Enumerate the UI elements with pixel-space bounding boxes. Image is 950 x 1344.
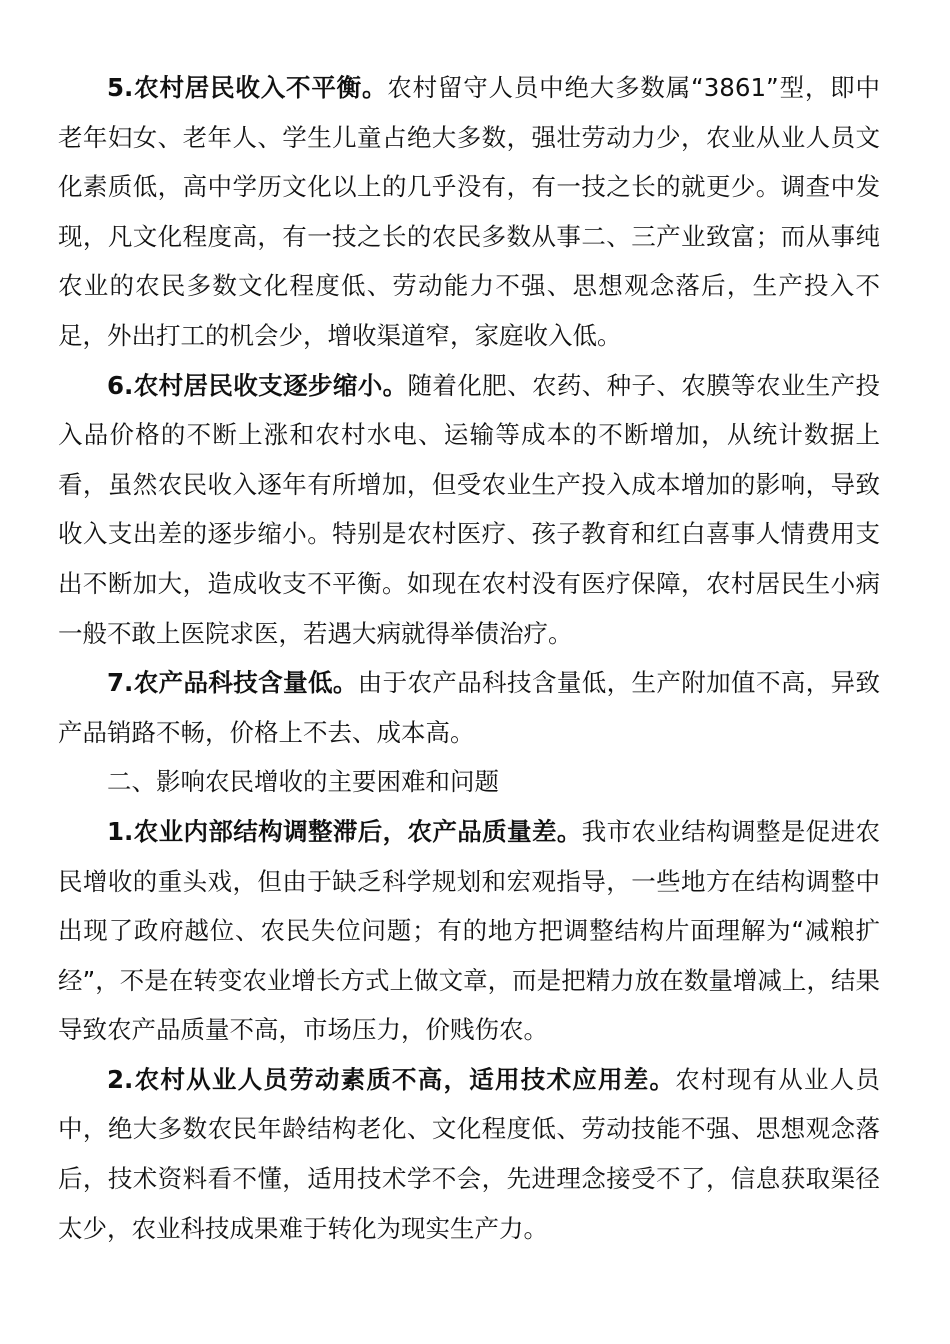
paragraph-body: 随着化肥、农药、种子、农膜等农业生产投入品价格的不断上涨和农村水电、运输等成本的不断增加，从统计数据上看，虽然农民收入逐年有所增加，但受农业生产投入成本增加的影响，导致收入支出差的逐步缩小。特别是农村医疗、孩子教育和红白喜事人情费用支出不断加大，造成收支不平衡。如现在农村没有医疗保障，农村居民生小病一般不敢上医院求医，若遇大病就得举债治疗。 <box>58 370 880 648</box>
document-page <box>58 63 880 1253</box>
paragraph-body: 农村留守人员中绝大多数属“3861”型，即中老年妇女、老年人、学生儿童占绝大多数，强壮劳动力少，农业从业人员文化素质低，高中学历文化以上的几乎没有，有一技之长的就更少。调查中发现，凡文化程度高，有一技之长的农民多数从事二、三产业致富；而从事纯农业的农民多数文化程度低、劳动能力不强、思想观念落后，生产投入不足，外出打工的机会少，增收渠道窄，家庭收入低。 <box>58 73 880 350</box>
paragraph-body: 由于农产品科技含量低，生产附加值不高，异致产品销路不畅，价格上不去、成本高。 <box>58 668 880 747</box>
section-heading-text: 二、影响农民增收的主要困难和问题 <box>107 767 499 797</box>
paragraph-structure-adjustment <box>58 807 880 1055</box>
paragraph-body: 农村现有从业人员中，绝大多数农民年龄结构老化、文化程度低、劳动技能不强、思想观念落后，技术资料看不懂，适用技术学不会，先进理念接受不了，信息获取渠径太少，农业科技成果难于转化为现实生产力。 <box>58 1064 881 1243</box>
paragraph-income-imbalance <box>58 63 880 361</box>
paragraph-heading: 5.农村居民收入不平衡。 <box>107 73 388 102</box>
paragraph-income-expense-gap <box>58 361 880 659</box>
section-heading <box>58 757 880 807</box>
paragraph-heading: 1.农业内部结构调整滞后，农产品质量差。 <box>107 816 582 846</box>
paragraph-low-tech-content <box>58 658 880 757</box>
paragraph-labor-quality <box>58 1055 880 1253</box>
paragraph-body: 我市农业结构调整是促进农民增收的重头戏，但由于缺乏科学规划和宏观指导，一些地方在结构调整中出现了政府越位、农民失位问题；有的地方把调整结构片面理解为“减粮扩经”，不是在转变农业增长方式上做文章，而是把精力放在数量增减上，结果导致农产品质量不高，市场压力，价贱伤农。 <box>58 816 881 1045</box>
paragraph-heading: 6.农村居民收支逐步缩小。 <box>107 370 408 400</box>
paragraph-heading: 2.农村从业人员劳动素质不高，适用技术应用差。 <box>107 1064 676 1094</box>
paragraph-heading: 7.农产品科技含量低。 <box>107 668 358 698</box>
